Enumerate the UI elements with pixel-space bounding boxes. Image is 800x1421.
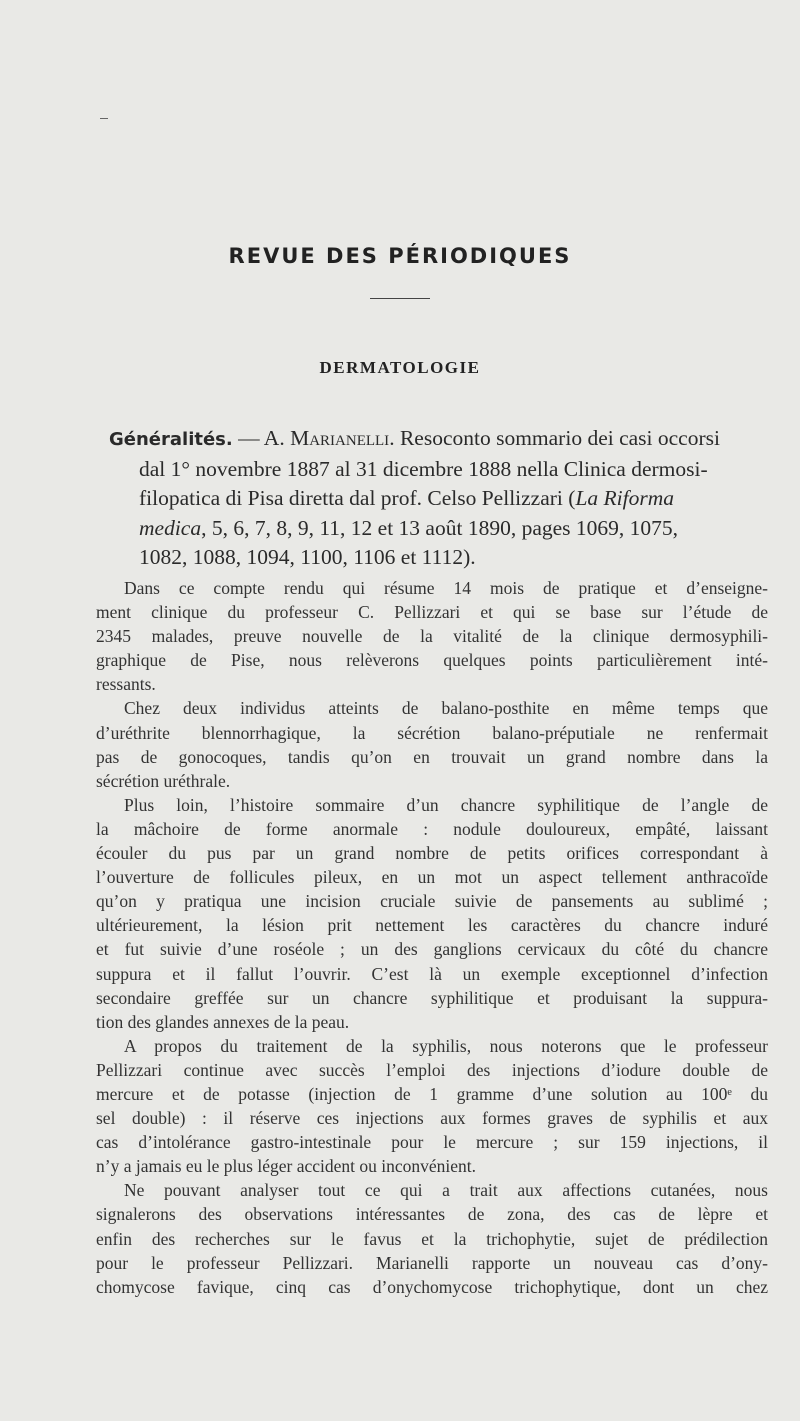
body-line: suppura et il fallut l’ouvrir. C’est là un exemple exceptionnel d’infection — [96, 963, 768, 984]
reference-text: — A. — [232, 426, 291, 450]
body-line: et fut suivie d’une roséole ; un des ganglions cervicaux du côté du chancre — [96, 939, 768, 960]
body-line: ressants. — [96, 674, 156, 695]
body-line: sel double) : il réserve ces injections aux formes graves de syphilis et aux — [96, 1108, 768, 1129]
body-line: Pellizzari continue avec succès l’emploi des injections d’iodure double de — [96, 1059, 768, 1080]
body-line: enfin des recherches sur le favus et la trichophytie, sujet de prédilection — [96, 1228, 768, 1249]
body-line: signalerons des observations intéressantes de zona, des cas de lèpre et — [96, 1204, 768, 1225]
body-line: A propos du traitement de la syphilis, nous noterons que le professeur — [124, 1035, 768, 1056]
reference-text: . Resoconto sommario dei casi occorsi — [389, 426, 720, 450]
body-line: mercure et de potasse (injection de 1 gramme d’une solution au 100ᵉ du — [96, 1083, 768, 1104]
reference-line — [109, 484, 769, 514]
body-line: n’y a jamais eu le plus léger accident ou inconvénient. — [96, 1156, 477, 1177]
body-line: graphique de Pise, nous relèverons quelques points particulièrement inté- — [96, 650, 768, 671]
body-line: chomycose favique, cinq cas d’onychomycose trichophytique, dont un chez — [96, 1276, 768, 1297]
reference-line — [109, 424, 769, 455]
body-line: Chez deux individus atteints de balano-posthite en même temps que — [124, 698, 768, 719]
body-line: 2345 malades, preuve nouvelle de la vitalité de la clinique dermosyphili- — [96, 626, 768, 647]
body-line: ment clinique du professeur C. Pellizzari et qui se base sur l’étude de — [96, 602, 768, 623]
bibliographic-reference — [109, 424, 769, 573]
journal-title: La Riforma — [575, 486, 674, 510]
body-line: Dans ce compte rendu qui résume 14 mois de pratique et d’enseigne- — [124, 578, 768, 598]
body-line: qu’on y pratiqua une incision cruciale suivie de pansements au sublimé ; — [96, 891, 768, 912]
body-line: la mâchoire de forme anormale : nodule douloureux, empâté, laissant — [96, 818, 768, 839]
article-body — [96, 576, 768, 1299]
body-line: ultérieurement, la lésion prit nettement les caractères du chancre induré — [96, 915, 768, 936]
title-rule — [370, 298, 430, 299]
body-line: écouler du pus par un grand nombre de petits orifices correspondant à — [96, 843, 768, 864]
body-line: Ne pouvant analyser tout ce qui a trait aux affections cutanées, nous — [124, 1180, 768, 1201]
body-line: l’ouverture de follicules pileux, en un mot un aspect tellement anthracoïde — [96, 867, 768, 888]
body-line: tion des glandes annexes de la peau. — [96, 1011, 350, 1032]
reference-line — [109, 514, 769, 544]
body-line: Plus loin, l’histoire sommaire d’un chancre syphilitique de l’angle de — [124, 794, 768, 815]
body-line: pas de gonocoques, tandis qu’on en trouvait un grand nombre dans la — [96, 746, 768, 767]
margin-mark — [100, 118, 108, 119]
body-line: cas d’intolérance gastro-intestinale pour le mercure ; sur 159 injections, il — [96, 1132, 768, 1153]
subsection-title: DERMATOLOGIE — [319, 358, 481, 377]
body-line: sécrétion uréthrale. — [96, 770, 231, 791]
author-name: Marianelli — [290, 426, 390, 450]
reference-text: filopatica di Pisa diretta dal prof. Celso Pellizzari ( — [139, 486, 576, 510]
journal-title: medica — [139, 515, 202, 540]
body-line: secondaire greffée sur un chancre syphilitique et produisant la suppura- — [96, 987, 768, 1008]
body-line: d’uréthrite blennorrhagique, la sécrétion balano-préputiale ne renfermait — [96, 722, 768, 743]
reference-text: , 5, 6, 7, 8, 9, 11, 12 et 13 août 1890, pages 1069, 1075, — [201, 515, 679, 540]
reference-line: dal 1° novembre 1887 al 31 dicembre 1888 nella Clinica dermosi- — [139, 456, 708, 481]
body-line: pour le professeur Pellizzari. Marianelli rapporte un nouveau cas d’ony- — [96, 1252, 768, 1273]
reference-line: 1082, 1088, 1094, 1100, 1106 et 1112). — [139, 545, 476, 569]
topic-heading: Généralités. — [109, 429, 233, 450]
section-title: REVUE DES PÉRIODIQUES — [228, 244, 572, 268]
